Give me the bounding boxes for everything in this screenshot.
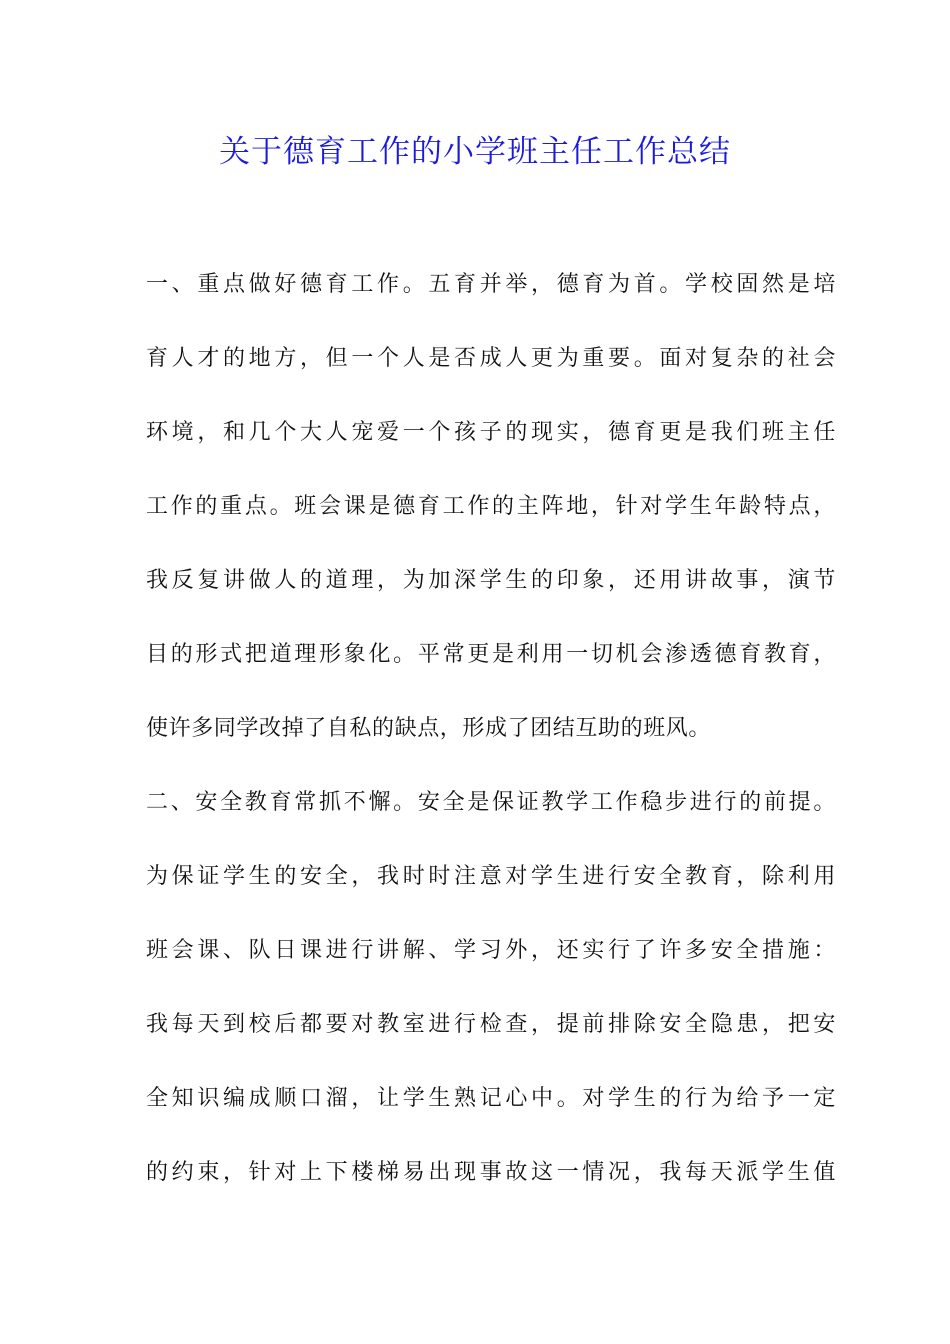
body-line: 一、重点做好德育工作。五育并举，德育为首。学校固然是培 xyxy=(146,272,836,297)
body-line: 为保证学生的安全，我时时注意对学生进行安全教育，除利用 xyxy=(146,864,836,889)
body-line: 的约束，针对上下楼梯易出现事故这一情况，我每天派学生值 xyxy=(146,1160,836,1185)
body-line: 全知识编成顺口溜，让学生熟记心中。对学生的行为给予一定 xyxy=(146,1086,836,1111)
body-line: 我每天到校后都要对教室进行检查，提前排除安全隐患，把安 xyxy=(146,1012,836,1037)
body-line: 我反复讲做人的道理，为加深学生的印象，还用讲故事，演节 xyxy=(146,568,836,593)
body-line: 目的形式把道理形象化。平常更是利用一切机会渗透德育教育， xyxy=(146,642,836,667)
body-line: 育人才的地方，但一个人是否成人更为重要。面对复杂的社会 xyxy=(146,346,836,371)
body-line: 二、安全教育常抓不懈。安全是保证教学工作稳步进行的前提。 xyxy=(146,790,836,815)
document-body xyxy=(146,258,836,1220)
body-line: 使许多同学改掉了自私的缺点，形成了团结互助的班风。 xyxy=(146,716,712,741)
document-title: 关于德育工作的小学班主任工作总结 xyxy=(219,134,731,170)
body-line: 工作的重点。班会课是德育工作的主阵地，针对学生年龄特点， xyxy=(146,494,836,519)
body-line: 班会课、队日课进行讲解、学习外，还实行了许多安全措施： xyxy=(146,938,836,963)
body-line: 环境，和几个大人宠爱一个孩子的现实，德育更是我们班主任 xyxy=(146,420,836,445)
